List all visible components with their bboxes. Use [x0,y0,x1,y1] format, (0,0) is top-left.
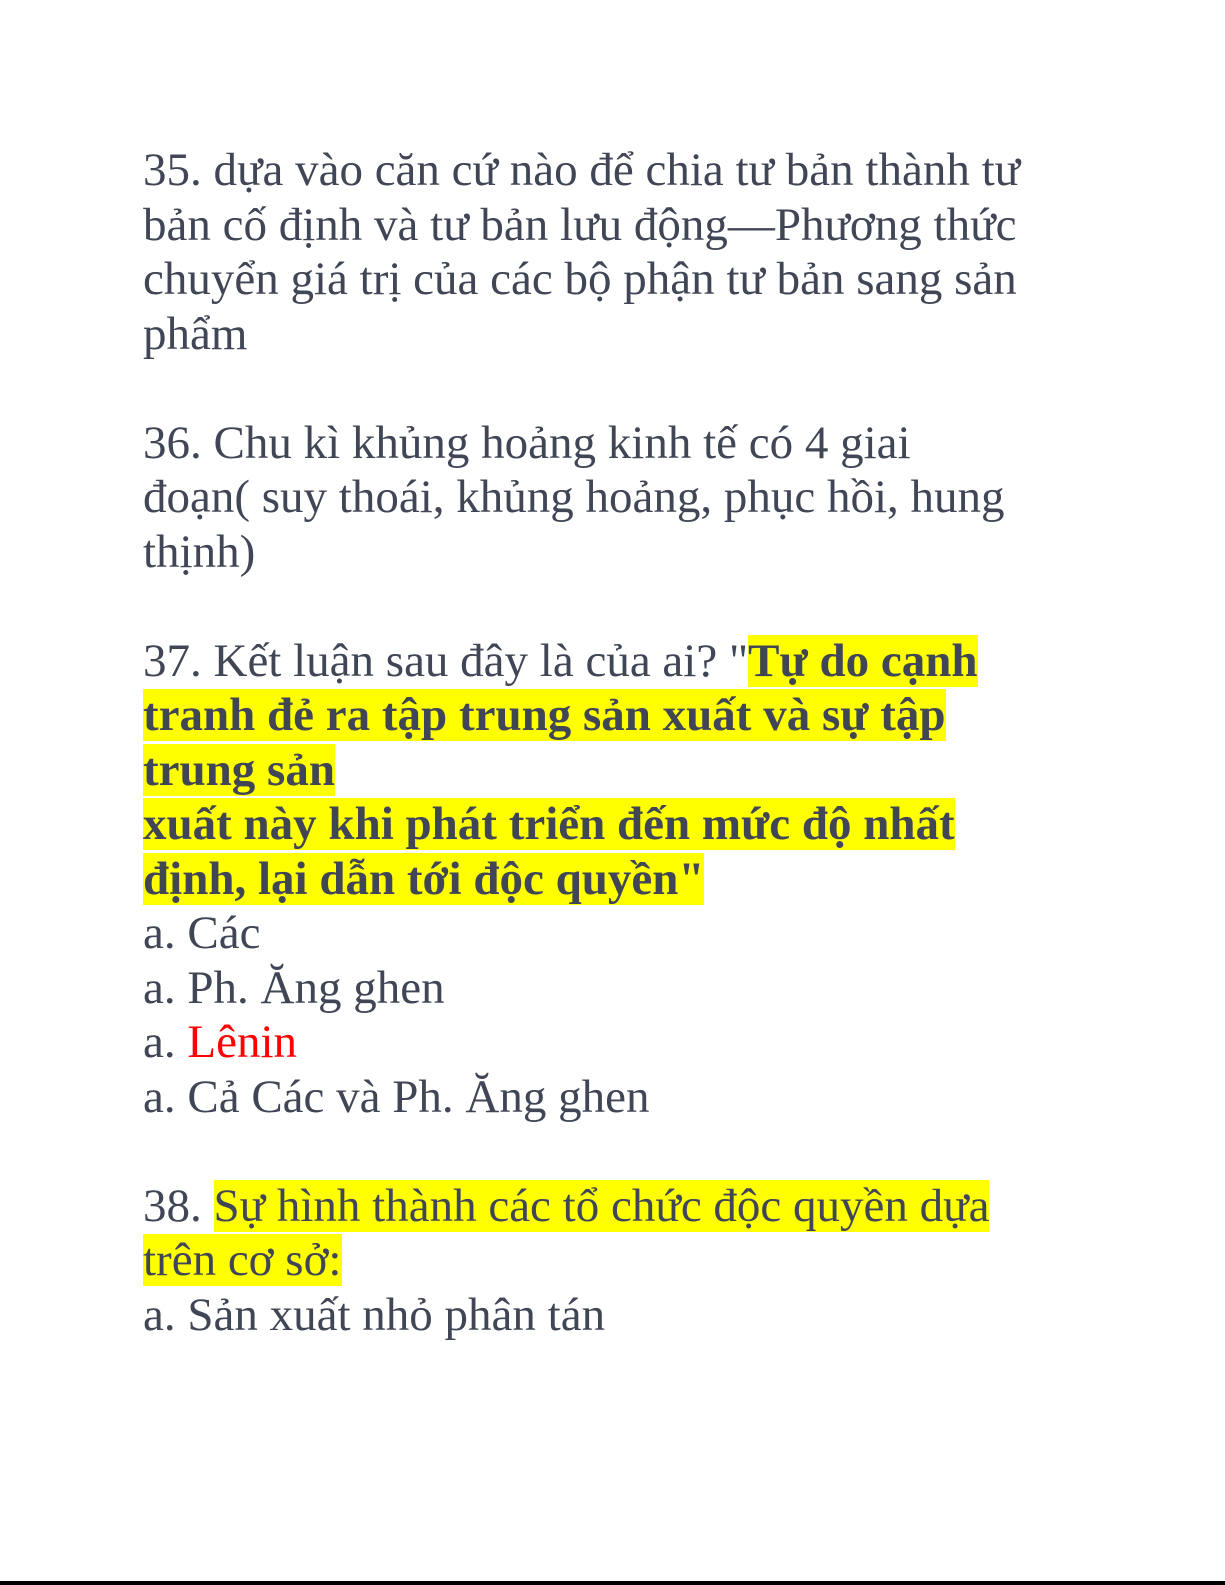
question-36-line: đoạn( suy thoái, khủng hoảng, phục hồi, hung [143,471,1005,523]
option-prefix: a. [143,1288,188,1341]
question-35 [143,143,1043,361]
option-prefix: a. [143,1016,188,1068]
question-36-line: 36. Chu kì khủng hoảng kinh tế có 4 giai [143,416,911,469]
correct-answer-text: Lênin [187,1016,298,1068]
question-38 [143,1179,1043,1343]
question-38-number: 38. [143,1179,214,1232]
question-36 [143,416,1043,580]
paragraph-spacer [143,579,1043,634]
question-36-line: thịnh) [143,525,256,578]
paragraph-spacer [143,1124,1043,1179]
answer-option [143,1288,1043,1343]
quote-line [143,688,1043,743]
highlighted-quote: định, lại dẫn tới độc quyền" [143,852,705,905]
quote-line [143,852,1043,907]
answer-option [143,1070,1043,1125]
option-text: Các [187,907,261,959]
question-38-first-line [143,1179,1043,1234]
question-37 [143,634,1043,1125]
page-bottom-rule [0,1581,1225,1585]
highlighted-question: trên cơ sở: [143,1234,342,1286]
answer-option-correct [143,1015,1043,1070]
answer-option [143,961,1043,1016]
document-page [143,143,1043,1342]
question-35-line: bản cố định và tư bản lưu động—Phương thức [143,198,1017,251]
question-37-first-line [143,634,1043,689]
option-text: Ph. Ăng ghen [187,961,445,1014]
highlighted-quote: xuất này khi phát triển đến mức độ nhất [143,798,955,850]
option-prefix: a. [143,1070,188,1123]
highlighted-question: Sự hình thành các tổ chức độc quyền dựa [213,1179,990,1232]
question-35-line: 35. dựa vào căn cứ nào để chia tư bản thành tư [143,144,1021,196]
quote-line [143,743,1043,798]
option-prefix: a. [143,961,188,1014]
highlighted-quote: tranh đẻ ra tập trung sản xuất và sự tập [143,689,946,741]
highlighted-quote: trung sản [143,743,335,796]
question-35-line: chuyển giá trị của các bộ phận tư bản sang sản [143,253,1017,305]
answer-option [143,906,1043,961]
question-37-prefix: 37. Kết luận sau đây là của ai? " [143,634,749,687]
option-prefix: a. [143,907,188,959]
question-35-line: phẩm [143,307,248,360]
option-text: Cả Các và Ph. Ăng ghen [187,1070,650,1123]
highlighted-quote: Tự do cạnh [748,634,978,687]
quote-line [143,797,1043,852]
option-text: Sản xuất nhỏ phân tán [187,1288,606,1341]
paragraph-spacer [143,361,1043,416]
question-38-line [143,1233,1043,1288]
